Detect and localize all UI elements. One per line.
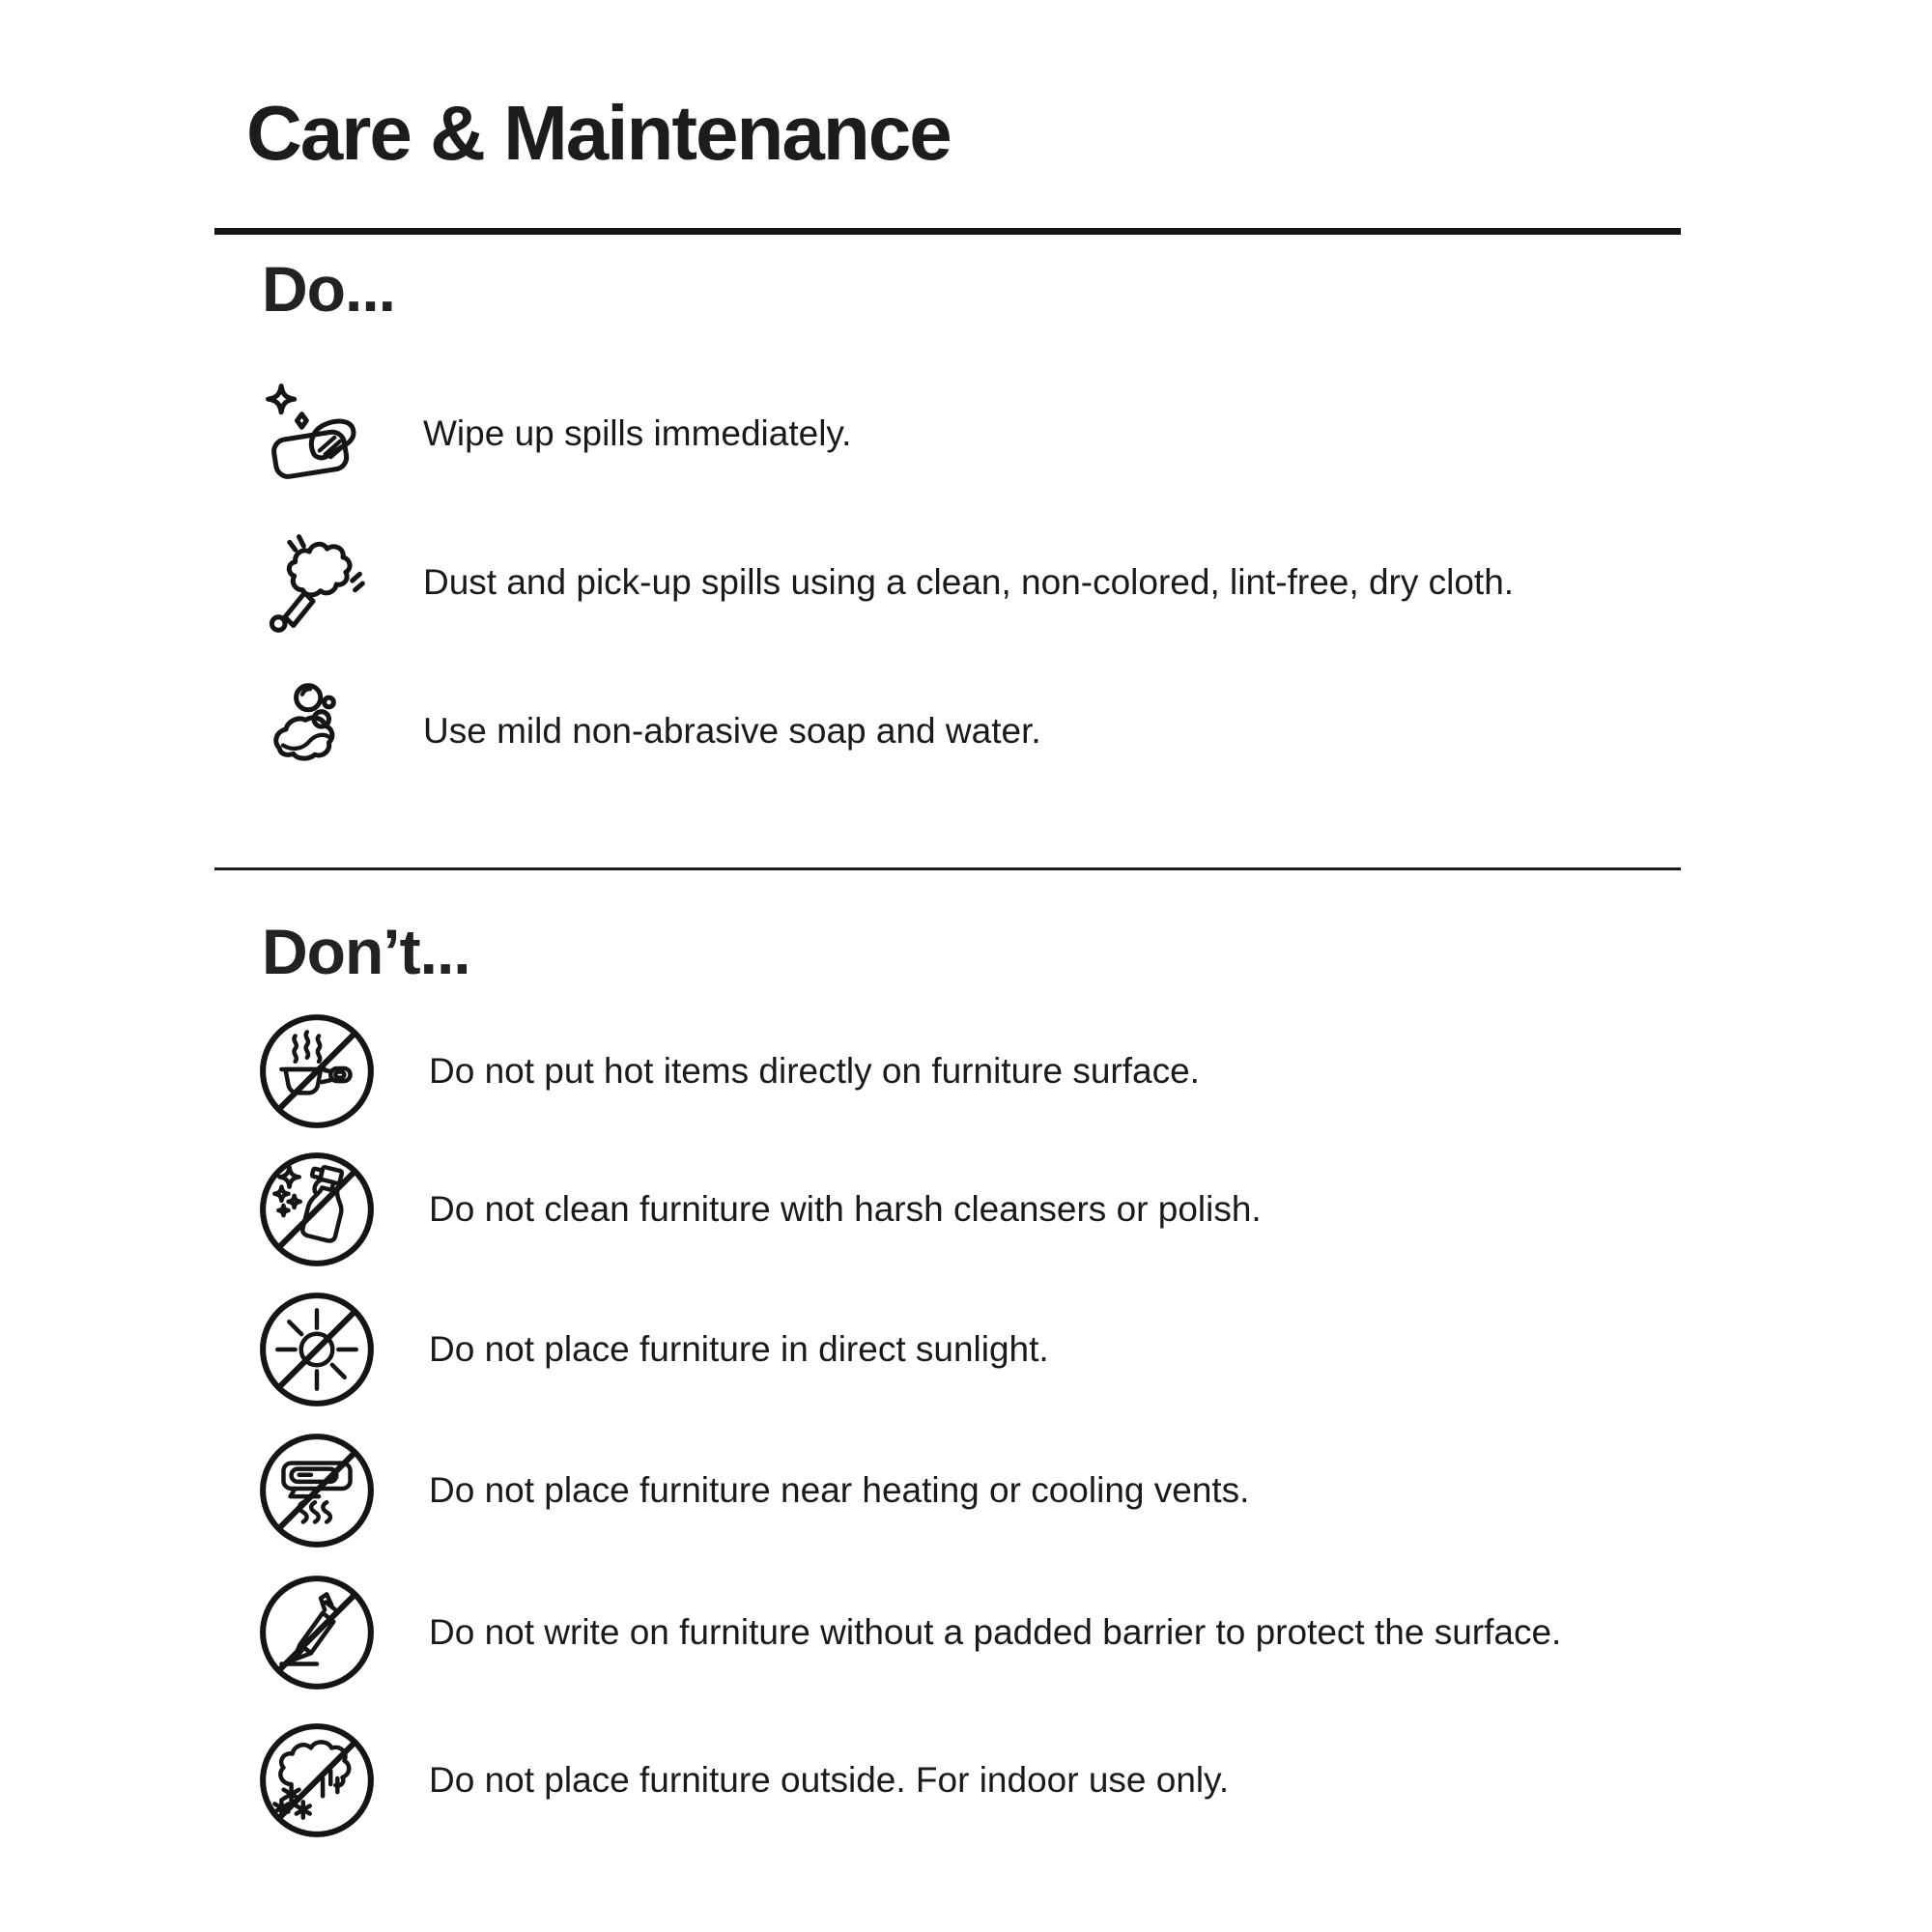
no-outdoor-icon bbox=[256, 1719, 378, 1841]
care-item-row bbox=[256, 1572, 1893, 1693]
care-item-row bbox=[256, 1289, 1893, 1410]
care-item-text: Do not place furniture near heating or cooling vents. bbox=[429, 1469, 1250, 1510]
wipe-spills-icon bbox=[256, 376, 372, 492]
title-rule bbox=[214, 228, 1681, 235]
care-item-text: Use mild non-abrasive soap and water. bbox=[423, 710, 1041, 751]
care-item-text: Dust and pick-up spills using a clean, non-colored, lint-free, dry cloth. bbox=[423, 561, 1515, 602]
care-item-text: Wipe up spills immediately. bbox=[423, 412, 852, 453]
no-harsh-cleaners-icon bbox=[256, 1149, 378, 1270]
care-item-row bbox=[256, 1010, 1893, 1132]
no-hot-items-icon bbox=[256, 1010, 378, 1132]
dont-section-heading: Don’t... bbox=[262, 916, 470, 987]
care-item-text: Do not place furniture outside. For indoor use only. bbox=[429, 1759, 1230, 1800]
no-writing-icon bbox=[256, 1572, 378, 1693]
care-item-row bbox=[256, 376, 1893, 492]
care-item-row bbox=[256, 525, 1893, 640]
no-vents-icon bbox=[256, 1430, 378, 1551]
care-item-row bbox=[256, 1719, 1893, 1841]
care-item-text: Do not place furniture in direct sunlight. bbox=[429, 1328, 1049, 1369]
section-divider bbox=[214, 867, 1681, 870]
soap-bubbles-icon bbox=[256, 673, 372, 789]
care-item-text: Do not write on furniture without a padded barrier to protect the surface. bbox=[429, 1611, 1562, 1652]
feather-duster-icon bbox=[256, 525, 372, 640]
care-item-row bbox=[256, 673, 1893, 789]
care-item-text: Do not clean furniture with harsh cleansers or polish. bbox=[429, 1188, 1262, 1229]
care-item-row bbox=[256, 1430, 1893, 1551]
care-item-row bbox=[256, 1149, 1893, 1270]
do-section-heading: Do... bbox=[262, 253, 395, 325]
care-item-text: Do not put hot items directly on furniture surface. bbox=[429, 1050, 1200, 1091]
no-sunlight-icon bbox=[256, 1289, 378, 1410]
page-title: Care & Maintenance bbox=[246, 90, 951, 176]
